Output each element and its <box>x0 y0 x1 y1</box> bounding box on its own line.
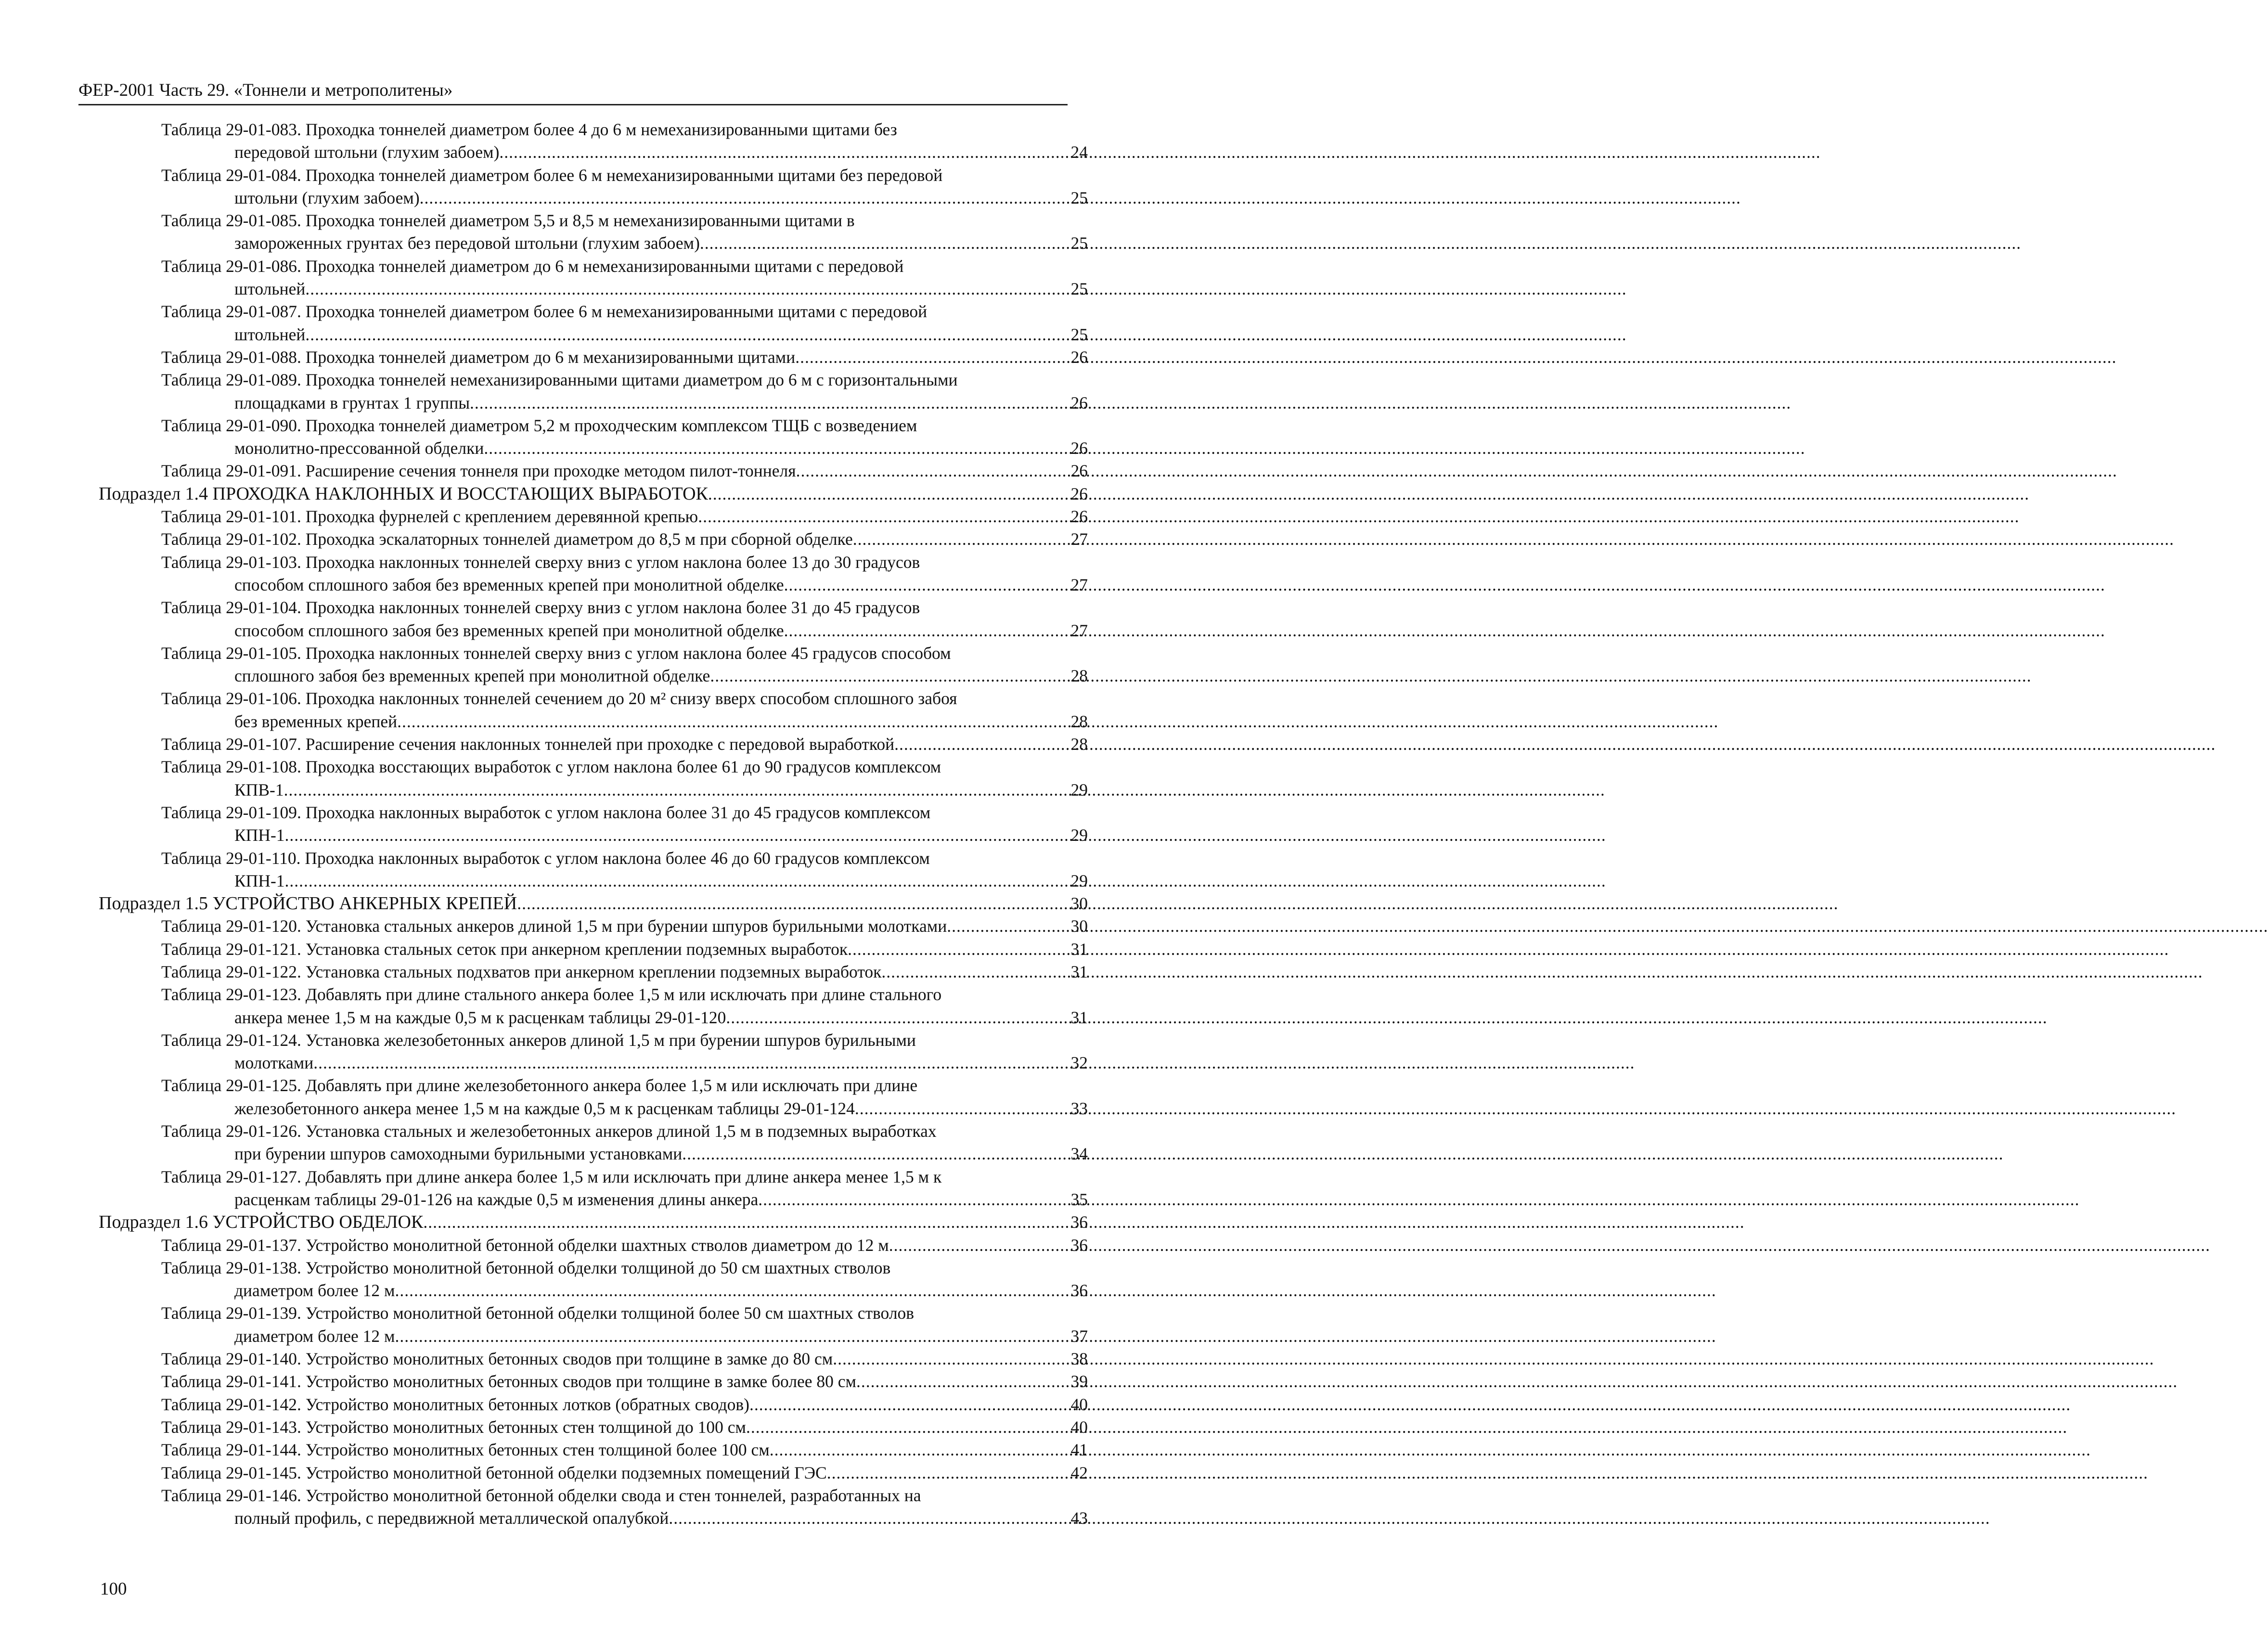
toc-entry-text: Таблица 29-01-105. Проходка наклонных тоннелей сверху вниз с углом наклона более 45 градусов способом <box>161 643 951 663</box>
toc-entry-text: КПН-1 <box>234 871 285 890</box>
dot-leader <box>848 938 1070 961</box>
toc-entry-text: железобетонного анкера менее 1,5 м на каждые 0,5 м к расценкам таблицы 29-01-124 <box>234 1098 855 1118</box>
toc-line <box>99 892 1088 915</box>
toc-line <box>161 1120 1088 1143</box>
toc-table-entry <box>99 1302 1088 1348</box>
toc-table-entry <box>99 1348 1088 1370</box>
page-number: 100 <box>100 1579 127 1599</box>
toc-entry-text: Таблица 29-01-138. Устройство монолитной бетонной обделки толщиной до 50 см шахтных стволов <box>161 1258 891 1277</box>
toc-page-ref: 31 <box>1070 962 1088 981</box>
toc-line <box>161 414 1088 437</box>
toc-entry-text: Таблица 29-01-104. Проходка наклонных тоннелей сверху вниз с углом наклона более 31 до 45 градусов <box>161 598 920 618</box>
toc-page-ref: 29 <box>1070 825 1088 845</box>
toc-line <box>161 141 1088 164</box>
toc-page-ref: 27 <box>1070 575 1088 594</box>
toc-page-ref: 36 <box>1070 1281 1088 1300</box>
toc-entry-text: площадками в грунтах 1 группы <box>234 393 470 412</box>
toc-entry-text: Таблица 29-01-143. Устройство монолитных бетонных стен толщиной до 100 см <box>161 1417 746 1437</box>
toc-entry-text: Подраздел 1.6 УСТРОЙСТВО ОБДЕЛОК <box>99 1212 424 1233</box>
toc-table-entry <box>99 915 1088 938</box>
toc-page-ref: 41 <box>1070 1440 1088 1460</box>
toc-page-ref: 30 <box>1070 894 1088 914</box>
dot-leader <box>669 1507 1070 1530</box>
toc-entry-text: штольни (глухим забоем) <box>234 188 420 207</box>
toc-table-entry <box>99 1484 1088 1530</box>
toc-table-entry <box>99 505 1088 528</box>
toc-entry-text: Таблица 29-01-127. Добавлять при длине анкера более 1,5 м или исключать при длине анкера менее 1,5 м к <box>161 1167 942 1186</box>
toc-line <box>161 1348 1088 1370</box>
toc-table-entry <box>99 1416 1088 1439</box>
toc-entry-text: Таблица 29-01-110. Проходка наклонных выработок с углом наклона более 46 до 60 градусов комплексом <box>161 848 930 868</box>
toc-table-entry <box>99 1029 1088 1075</box>
toc-table-entry <box>99 255 1088 301</box>
toc-table-entry <box>99 209 1088 255</box>
toc-entry-text: Таблица 29-01-089. Проходка тоннелей немеханизированными щитами диаметром до 6 м с горизонтальными <box>161 370 958 390</box>
toc-page-ref: 31 <box>1070 939 1088 959</box>
toc-line <box>161 687 1088 710</box>
toc-page-ref: 29 <box>1070 871 1088 890</box>
toc-table-entry <box>99 369 1088 414</box>
toc-line <box>161 1143 1088 1165</box>
toc-page-ref: 26 <box>1070 438 1088 458</box>
toc-table-entry <box>99 1074 1088 1120</box>
dot-leader <box>305 278 1070 300</box>
toc-line <box>161 938 1088 961</box>
toc-entry-text: монолитно-прессованной обделки <box>234 438 484 458</box>
dot-leader <box>682 1143 1070 1165</box>
toc-table-entry <box>99 1393 1088 1416</box>
toc-line <box>161 915 1088 938</box>
toc-entry-text: штольней <box>234 279 306 299</box>
toc-entry-text: Таблица 29-01-122. Установка стальных подхватов при анкерном креплении подземных выработок <box>161 962 882 981</box>
toc-entry-text: диаметром более 12 м <box>234 1326 395 1346</box>
toc-entry-text: диаметром более 12 м <box>234 1281 395 1300</box>
toc-entry-text: Таблица 29-01-141. Устройство монолитных бетонных сводов при толщине в замке более 80 см <box>161 1372 857 1391</box>
toc-entry-text: Таблица 29-01-140. Устройство монолитных бетонных сводов при толщине в замке до 80 см <box>161 1349 833 1369</box>
toc-table-entry <box>99 1234 1088 1257</box>
toc-table-entry <box>99 1120 1088 1166</box>
toc-entry-text: Таблица 29-01-126. Установка стальных и железобетонных анкеров длиной 1,5 м в подземных выработках <box>161 1121 937 1141</box>
toc-line <box>99 1211 1088 1234</box>
toc-line <box>161 1302 1088 1325</box>
toc-entry-text: КПН-1 <box>234 825 285 845</box>
dot-leader <box>894 733 1070 756</box>
dot-leader <box>285 824 1071 847</box>
toc-entry-text: Таблица 29-01-106. Проходка наклонных тоннелей сечением до 20 м² снизу вверх способом сплошного забоя <box>161 689 957 708</box>
toc-line <box>161 300 1088 323</box>
toc-table-entry <box>99 983 1088 1029</box>
toc-line <box>161 983 1088 1006</box>
toc-line <box>161 1097 1088 1120</box>
toc-page-ref: 29 <box>1070 780 1088 799</box>
dot-leader <box>698 505 1070 528</box>
page-header: ФЕР-2001 Часть 29. «Тоннели и метрополитены» <box>78 80 1068 105</box>
toc-entry-text: Таблица 29-01-109. Проходка наклонных выработок с углом наклона более 31 до 45 градусов комплексом <box>161 802 931 822</box>
toc-table-entry <box>99 300 1088 346</box>
toc-line <box>161 1393 1088 1416</box>
toc-entry-text: КПВ-1 <box>234 780 284 799</box>
toc-entry-text: Таблица 29-01-146. Устройство монолитной бетонной обделки свода и стен тоннелей, разработанных на <box>161 1485 921 1505</box>
dot-leader <box>833 1348 1070 1370</box>
dot-leader <box>947 915 1070 938</box>
toc-page-ref: 38 <box>1070 1349 1088 1369</box>
dot-leader <box>395 1279 1070 1302</box>
toc-line <box>161 1279 1088 1302</box>
toc-entry-text: Таблица 29-01-084. Проходка тоннелей диаметром более 6 м немеханизированными щитами без передовой <box>161 165 943 185</box>
toc-table-entry <box>99 118 1088 164</box>
dot-leader <box>881 961 1070 983</box>
toc-page-ref: 27 <box>1070 620 1088 640</box>
toc-line <box>161 1166 1088 1188</box>
toc-page-ref: 26 <box>1070 484 1088 503</box>
toc-page-ref: 40 <box>1070 1417 1088 1437</box>
toc-entry-text: Таблица 29-01-121. Установка стальных сеток при анкерном креплении подземных выработок <box>161 939 848 959</box>
dot-leader <box>853 528 1071 551</box>
toc-section-entry <box>99 892 1088 915</box>
toc-line <box>161 551 1088 574</box>
toc-table-entry <box>99 164 1088 210</box>
dot-leader <box>856 1370 1070 1393</box>
dot-leader <box>484 437 1070 460</box>
dot-leader <box>313 1052 1070 1074</box>
toc-entry-text: анкера менее 1,5 м на каждые 0,5 м к расценкам таблицы 29-01-120 <box>234 1007 726 1027</box>
toc-entry-text: Таблица 29-01-086. Проходка тоннелей диаметром до 6 м немеханизированными щитами с передовой <box>161 256 904 276</box>
toc-entry-text: расценкам таблицы 29-01-126 на каждые 0,5 м изменения длины анкера <box>234 1189 759 1209</box>
toc-line <box>161 1439 1088 1461</box>
toc-entry-text: Таблица 29-01-102. Проходка эскалаторных тоннелей диаметром до 8,5 м при сборной обделке <box>161 529 853 549</box>
toc-line <box>161 824 1088 847</box>
dot-leader <box>285 870 1071 892</box>
toc-entry-text: сплошного забоя без временных крепей при монолитной обделке <box>234 666 710 686</box>
toc-line <box>161 528 1088 551</box>
toc-entry-text: Таблица 29-01-083. Проходка тоннелей диаметром более 4 до 6 м немеханизированными щитами без <box>161 120 897 139</box>
dot-leader <box>420 187 1071 209</box>
dot-leader <box>784 574 1071 596</box>
toc-page-ref: 25 <box>1070 279 1088 299</box>
toc-page-ref: 39 <box>1070 1372 1088 1391</box>
toc-line <box>161 118 1088 141</box>
toc-line <box>161 1325 1088 1348</box>
toc-line <box>161 392 1088 414</box>
toc-line <box>161 346 1088 369</box>
toc-entry-text: Таблица 29-01-085. Проходка тоннелей диаметром 5,5 и 8,5 м немеханизированными щитами в <box>161 211 855 231</box>
toc-entry-text: при бурении шпуров самоходными бурильными установками <box>234 1144 683 1164</box>
toc-section-entry <box>99 1211 1088 1234</box>
toc-line <box>161 278 1088 300</box>
toc-page-ref: 35 <box>1070 1189 1088 1209</box>
toc-line <box>161 1370 1088 1393</box>
toc-line <box>161 642 1088 665</box>
toc-line <box>161 369 1088 391</box>
toc-entry-text: Таблица 29-01-107. Расширение сечения наклонных тоннелей при проходке с передовой выработкой <box>161 734 895 754</box>
toc-table-entry <box>99 733 1088 756</box>
toc-table-entry <box>99 642 1088 688</box>
toc-page-ref: 37 <box>1070 1326 1088 1346</box>
toc-line <box>161 187 1088 209</box>
toc-page-ref: 40 <box>1070 1394 1088 1414</box>
toc-entry-text: замороженных грунтах без передовой штольни (глухим забоем) <box>234 233 700 253</box>
toc-entry-text: Подраздел 1.5 УСТРОЙСТВО АНКЕРНЫХ КРЕПЕЙ <box>99 893 517 914</box>
toc-page-ref: 43 <box>1070 1508 1088 1528</box>
dot-leader <box>855 1097 1071 1120</box>
toc-page-ref: 25 <box>1070 324 1088 344</box>
toc-entry-text: способом сплошного забоя без временных крепей при монолитной обделке <box>234 620 784 640</box>
dot-leader <box>827 1462 1071 1484</box>
dot-leader <box>470 392 1070 414</box>
toc-table-entry <box>99 1462 1088 1484</box>
toc-table-entry <box>99 414 1088 460</box>
toc-page-ref: 26 <box>1070 507 1088 527</box>
toc-entry-text: Таблица 29-01-087. Проходка тоннелей диаметром более 6 м немеханизированными щитами с передовой <box>161 302 928 322</box>
toc-entry-text: Таблица 29-01-091. Расширение сечения тоннеля при проходке методом пилот-тоннеля <box>161 461 796 481</box>
toc-table-entry <box>99 460 1088 482</box>
toc-line <box>161 665 1088 687</box>
toc-table-entry <box>99 1370 1088 1393</box>
toc-page-ref: 34 <box>1070 1144 1088 1164</box>
toc-line <box>161 779 1088 801</box>
toc-line <box>161 1029 1088 1052</box>
toc-entry-text: Таблица 29-01-142. Устройство монолитных бетонных лотков (обратных сводов) <box>161 1394 749 1414</box>
toc-entry-text: Таблица 29-01-125. Добавлять при длине железобетонного анкера более 1,5 м или исключать при длине <box>161 1076 918 1095</box>
dot-leader <box>795 346 1070 369</box>
toc-page-ref: 32 <box>1070 1053 1088 1073</box>
toc-line <box>161 255 1088 278</box>
toc-line <box>161 596 1088 619</box>
toc-page-ref: 28 <box>1070 711 1088 731</box>
toc-table-entry <box>99 528 1088 551</box>
toc-entry-text: Таблица 29-01-144. Устройство монолитных бетонных стен толщиной более 100 см <box>161 1440 770 1460</box>
toc-entry-text: Таблица 29-01-088. Проходка тоннелей диаметром до 6 м механизированными щитами <box>161 347 796 367</box>
toc-line <box>161 1257 1088 1279</box>
toc-entry-text: Таблица 29-01-139. Устройство монолитной бетонной обделки толщиной более 50 см шахтных стволов <box>161 1303 915 1323</box>
toc-entry-text: способом сплошного забоя без временных крепей при монолитной обделке <box>234 575 784 594</box>
dot-leader <box>784 619 1071 642</box>
toc-line <box>161 505 1088 528</box>
toc-page-ref: 36 <box>1070 1212 1088 1232</box>
toc-line <box>161 460 1088 482</box>
dot-leader <box>726 1006 1070 1029</box>
toc-entry-text: Подраздел 1.4 ПРОХОДКА НАКЛОННЫХ И ВОССТАЮЩИХ ВЫРАБОТОК <box>99 483 708 504</box>
toc-entry-text: Таблица 29-01-124. Установка железобетонных анкеров длиной 1,5 м при бурении шпуров бурильными <box>161 1030 916 1050</box>
toc-page-ref: 31 <box>1070 1007 1088 1027</box>
toc-line <box>161 733 1088 756</box>
toc-page-ref: 28 <box>1070 666 1088 686</box>
toc-line <box>161 1188 1088 1211</box>
toc-page-ref: 26 <box>1070 393 1088 412</box>
toc-table-entry <box>99 1166 1088 1211</box>
toc-line <box>161 1052 1088 1074</box>
toc-line <box>161 1006 1088 1029</box>
toc-line <box>161 1484 1088 1507</box>
toc-line <box>161 574 1088 596</box>
toc-line <box>161 961 1088 983</box>
toc-table-entry <box>99 801 1088 847</box>
dot-leader <box>284 779 1071 801</box>
toc-line <box>161 323 1088 346</box>
toc-line <box>161 710 1088 733</box>
toc-table-entry <box>99 847 1088 893</box>
toc-line <box>161 1507 1088 1530</box>
toc-entry-text: полный профиль, с передвижной металлической опалубкой <box>234 1508 669 1528</box>
toc-entry-text: Таблица 29-01-137. Устройство монолитной бетонной обделки шахтных стволов диаметром до 12 м <box>161 1235 889 1255</box>
toc-line <box>161 1462 1088 1484</box>
toc-table-entry <box>99 596 1088 642</box>
toc-page-ref: 42 <box>1070 1463 1088 1482</box>
dot-leader <box>395 1325 1070 1348</box>
dot-leader <box>758 1188 1070 1211</box>
toc-page-ref: 24 <box>1070 142 1088 162</box>
toc-line <box>161 1074 1088 1097</box>
toc-entry-text: Таблица 29-01-103. Проходка наклонных тоннелей сверху вниз с углом наклона более 13 до 30 градусов <box>161 552 920 572</box>
toc-entry-text: Таблица 29-01-145. Устройство монолитной бетонной обделки подземных помещений ГЭС <box>161 1463 827 1482</box>
toc-table-entry <box>99 1439 1088 1461</box>
toc-entry-text: Таблица 29-01-108. Проходка восстающих выработок с углом наклона более 61 до 90 градусов комплексом <box>161 757 941 777</box>
toc-entry-text: Таблица 29-01-120. Установка стальных анкеров длиной 1,5 м при бурении шпуров бурильными молотками <box>161 916 947 936</box>
toc-page-ref: 26 <box>1070 347 1088 367</box>
dot-leader <box>889 1234 1071 1257</box>
toc-entry-text: штольней <box>234 324 306 344</box>
dot-leader <box>517 892 1070 915</box>
toc-page-ref: 30 <box>1070 916 1088 936</box>
toc-page-ref: 25 <box>1070 188 1088 207</box>
toc-entry-text: Таблица 29-01-123. Добавлять при длине стального анкера более 1,5 м или исключать при длине стального <box>161 985 942 1004</box>
toc-table-entry <box>99 1257 1088 1302</box>
dot-leader <box>499 141 1070 164</box>
dot-leader <box>423 1211 1070 1234</box>
dot-leader <box>749 1393 1071 1416</box>
toc-page-ref: 36 <box>1070 1235 1088 1255</box>
toc-page-ref: 27 <box>1070 529 1088 549</box>
dot-leader <box>796 460 1071 482</box>
toc-section-entry <box>99 483 1088 505</box>
toc-line <box>161 1416 1088 1439</box>
toc-entry-text: без временных крепей <box>234 711 398 731</box>
toc-line <box>161 1234 1088 1257</box>
toc-entry-text: передовой штольни (глухим забоем) <box>234 142 500 162</box>
toc-table-entry <box>99 551 1088 597</box>
toc-page-ref: 25 <box>1070 233 1088 253</box>
toc-line <box>161 232 1088 255</box>
dot-leader <box>770 1439 1071 1461</box>
toc-entry-text: молотками <box>234 1053 314 1073</box>
toc-entry-text: Таблица 29-01-101. Проходка фурнелей с креплением деревянной крепью <box>161 507 698 527</box>
toc-table-entry <box>99 687 1088 733</box>
dot-leader <box>305 323 1070 346</box>
toc-line <box>161 437 1088 460</box>
toc-line <box>161 209 1088 232</box>
dot-leader <box>397 710 1070 733</box>
toc-page-ref: 33 <box>1070 1098 1088 1118</box>
toc-line <box>161 164 1088 187</box>
toc-page-ref: 26 <box>1070 461 1088 481</box>
toc-line <box>99 483 1088 505</box>
toc-line <box>161 801 1088 824</box>
toc-page-ref: 28 <box>1070 734 1088 754</box>
toc-line <box>161 619 1088 642</box>
toc-table-entry <box>99 346 1088 369</box>
toc-table-entry <box>99 756 1088 801</box>
toc-line <box>161 756 1088 778</box>
toc-entry-text: Таблица 29-01-090. Проходка тоннелей диаметром 5,2 м проходческим комплексом ТЩБ с возведением <box>161 415 917 435</box>
toc-line <box>161 847 1088 870</box>
dot-leader <box>708 483 1071 505</box>
toc-line <box>161 870 1088 892</box>
dot-leader <box>700 232 1071 255</box>
toc-table-entry <box>99 961 1088 983</box>
toc-table-entry <box>99 938 1088 961</box>
dot-leader <box>746 1416 1071 1439</box>
table-of-contents <box>99 118 1088 1530</box>
dot-leader <box>710 665 1070 687</box>
